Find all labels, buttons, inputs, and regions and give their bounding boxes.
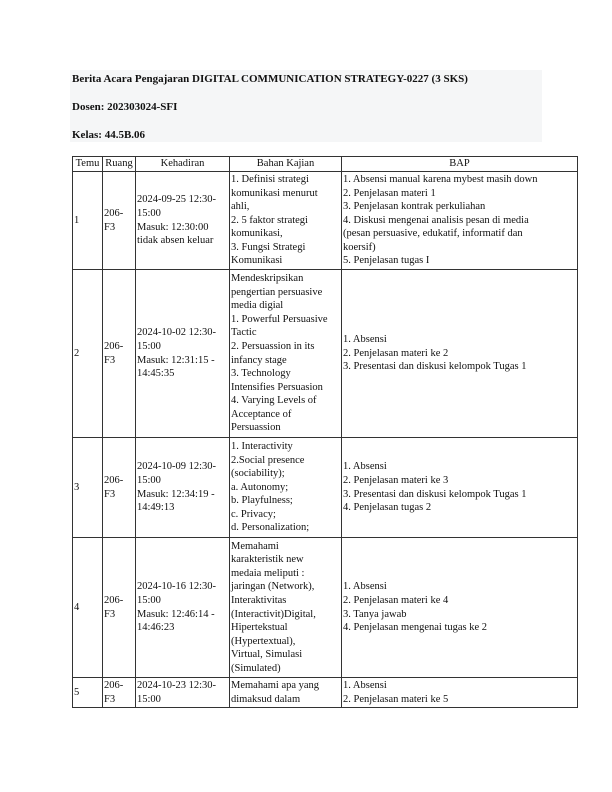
col-header-bap: BAP [342, 157, 578, 172]
class-label: Kelas: 44.5B.06 [72, 129, 146, 141]
cell-bahan-kajian-line: (sociability); [231, 468, 285, 480]
cell-bahan-kajian-line: 2. 5 faktor strategi [231, 214, 308, 226]
cell-bahan-kajian-line: Tactic [231, 327, 257, 339]
cell-kehadiran-line: Masuk: 12:46:14 - [137, 608, 215, 620]
cell-kehadiran-line: 15:00 [137, 594, 161, 606]
cell-bahan-kajian-line: komunikasi, [231, 228, 283, 240]
cell-bap-line: 4. Diskusi mengenai analisis pesan di media [343, 214, 529, 226]
cell-bap [342, 678, 578, 708]
cell-bap-line: 1. Absensi [343, 334, 387, 346]
cell-bahan-kajian [230, 438, 342, 538]
cell-kehadiran-line: 14:49:13 [137, 502, 175, 514]
cell-temu: 3 [73, 438, 103, 538]
cell-bap [342, 172, 578, 270]
cell-bahan-kajian-line: Intensifies Persuasion [231, 381, 323, 393]
cell-bap [342, 538, 578, 678]
cell-bap-line: 3. Tanya jawab [343, 608, 407, 620]
cell-bap [342, 270, 578, 438]
cell-kehadiran [136, 438, 230, 538]
cell-ruang-line: 206- [104, 594, 124, 606]
cell-ruang-line: F3 [104, 354, 116, 366]
cell-bahan-kajian [230, 172, 342, 270]
cell-ruang [103, 172, 136, 270]
cell-kehadiran-line: 15:00 [137, 207, 161, 219]
table-row [73, 172, 578, 270]
col-header-bahan-kajian: Bahan Kajian [230, 157, 342, 172]
cell-bahan-kajian-line: b. Playfulness; [231, 495, 293, 507]
document-title: Berita Acara Pengajaran DIGITAL COMMUNICATION STRATEGY-0227 (3 SKS) [72, 73, 468, 85]
cell-bap [342, 438, 578, 538]
cell-bahan-kajian-line: Interaktivitas [231, 594, 287, 606]
cell-bahan-kajian-line: Virtual, Simulasi [231, 649, 303, 661]
lecturer-label: Dosen: 202303024-SFI [72, 101, 178, 113]
table-header-row [73, 157, 578, 172]
table-row [73, 678, 578, 708]
cell-bahan-kajian-line: 1. Interactivity [231, 440, 293, 452]
cell-bahan-kajian-line: dimaksud dalam [231, 693, 301, 705]
cell-kehadiran-line: 2024-10-23 12:30- [137, 679, 217, 691]
cell-temu: 2 [73, 270, 103, 438]
cell-bap-line: 2. Penjelasan materi 1 [343, 187, 436, 199]
cell-ruang-line: 206- [104, 207, 124, 219]
cell-bahan-kajian-line: ahli, [231, 201, 250, 213]
cell-kehadiran-line: Masuk: 12:34:19 - [137, 488, 215, 500]
cell-kehadiran-line: 15:00 [137, 474, 161, 486]
cell-bahan-kajian-line: 4. Varying Levels of [231, 395, 317, 407]
cell-bahan-kajian-line: a. Autonomy; [231, 481, 289, 493]
cell-bahan-kajian-line: Acceptance of [231, 408, 292, 420]
cell-bap-line: koersif) [343, 241, 376, 253]
cell-kehadiran-line: 15:00 [137, 340, 161, 352]
table-row [73, 438, 578, 538]
cell-kehadiran-line: tidak absen keluar [137, 235, 214, 247]
cell-bap-line: 3. Presentasi dan diskusi kelompok Tugas 1 [343, 361, 527, 373]
cell-bahan-kajian-line: pengertian persuasive [231, 286, 323, 298]
cell-ruang-line: F3 [104, 221, 116, 233]
cell-bahan-kajian-line: karakteristik new [231, 554, 304, 566]
cell-bahan-kajian [230, 678, 342, 708]
cell-ruang [103, 438, 136, 538]
cell-bahan-kajian-line: 2. Persuassion in its [231, 340, 315, 352]
cell-ruang-line: 206- [104, 474, 124, 486]
cell-ruang-line: 206- [104, 679, 124, 691]
cell-bahan-kajian-line: c. Privacy; [231, 508, 276, 520]
cell-kehadiran-line: 15:00 [137, 693, 161, 705]
cell-bap-line: 2. Penjelasan materi ke 2 [343, 347, 449, 359]
cell-bahan-kajian-line: (Hypertextual), [231, 635, 296, 647]
col-header-kehadiran: Kehadiran [136, 157, 230, 172]
cell-bahan-kajian-line: d. Personalization; [231, 522, 310, 534]
cell-kehadiran-line: 14:46:23 [137, 622, 175, 634]
cell-bahan-kajian-line: 1. Powerful Persuasive [231, 313, 328, 325]
cell-kehadiran [136, 678, 230, 708]
cell-bahan-kajian-line: Mendeskripsikan [231, 272, 304, 284]
table-row [73, 538, 578, 678]
cell-temu: 5 [73, 678, 103, 708]
cell-kehadiran-line: 2024-10-09 12:30- [137, 461, 217, 473]
cell-ruang [103, 538, 136, 678]
cell-ruang-line: F3 [104, 608, 116, 620]
cell-bap-line: 4. Penjelasan mengenai tugas ke 2 [343, 622, 488, 634]
cell-bap-line: 2. Penjelasan materi ke 4 [343, 594, 449, 606]
cell-bap-line: 1. Absensi [343, 581, 387, 593]
cell-bap-line: 2. Penjelasan materi ke 5 [343, 693, 449, 705]
cell-ruang [103, 270, 136, 438]
cell-bap-line: 3. Penjelasan kontrak perkuliahan [343, 201, 486, 213]
cell-bap-line: 1. Absensi [343, 461, 387, 473]
cell-kehadiran-line: 2024-09-25 12:30- [137, 194, 217, 206]
cell-bahan-kajian-line: 2.Social presence [231, 454, 305, 466]
cell-bap-line: 5. Penjelasan tugas I [343, 255, 430, 267]
cell-bahan-kajian-line: media digial [231, 300, 284, 312]
cell-bahan-kajian-line: (Simulated) [231, 662, 281, 674]
cell-bahan-kajian-line: infancy stage [231, 354, 287, 366]
cell-bap-line: 1. Absensi manual karena mybest masih down [343, 173, 538, 185]
cell-temu: 1 [73, 172, 103, 270]
cell-ruang-line: F3 [104, 488, 116, 500]
cell-bahan-kajian-line: Hipertekstual [231, 622, 288, 634]
col-header-temu: Temu [73, 157, 103, 172]
cell-bahan-kajian-line: Memahami apa yang [231, 679, 320, 691]
cell-ruang-line: F3 [104, 693, 116, 705]
cell-temu: 4 [73, 538, 103, 678]
cell-bap-line: 1. Absensi [343, 679, 387, 691]
cell-kehadiran [136, 538, 230, 678]
cell-kehadiran-line: 2024-10-16 12:30- [137, 581, 217, 593]
cell-kehadiran-line: 2024-10-02 12:30- [137, 327, 217, 339]
teaching-record-table [72, 156, 578, 708]
cell-bahan-kajian-line: komunikasi menurut [231, 187, 318, 199]
cell-bap-line: 3. Presentasi dan diskusi kelompok Tugas 1 [343, 488, 527, 500]
cell-bahan-kajian-line: jaringan (Network), [231, 581, 315, 593]
cell-bahan-kajian-line: Komunikasi [231, 255, 283, 267]
cell-bahan-kajian [230, 270, 342, 438]
cell-bahan-kajian-line: medaia meliputi : [231, 567, 305, 579]
cell-kehadiran-line: Masuk: 12:30:00 [137, 221, 209, 233]
cell-bap-line: (pesan persuasive, edukatif, informatif dan [343, 228, 523, 240]
cell-ruang [103, 678, 136, 708]
cell-kehadiran [136, 172, 230, 270]
table-row [73, 270, 578, 438]
cell-bahan-kajian-line: (Interactivit)Digital, [231, 608, 316, 620]
cell-bahan-kajian [230, 538, 342, 678]
cell-bahan-kajian-line: 1. Definisi strategi [231, 173, 309, 185]
cell-bap-line: 4. Penjelasan tugas 2 [343, 502, 432, 514]
cell-bahan-kajian-line: Persuassion [231, 422, 281, 434]
cell-bap-line: 2. Penjelasan materi ke 3 [343, 474, 449, 486]
cell-ruang-line: 206- [104, 340, 124, 352]
cell-bahan-kajian-line: 3. Technology [231, 368, 291, 380]
cell-kehadiran-line: Masuk: 12:31:15 - [137, 354, 215, 366]
cell-kehadiran [136, 270, 230, 438]
cell-kehadiran-line: 14:45:35 [137, 368, 175, 380]
cell-bahan-kajian-line: Memahami [231, 540, 279, 552]
col-header-ruang: Ruang [103, 157, 136, 172]
cell-bahan-kajian-line: 3. Fungsi Strategi [231, 241, 306, 253]
